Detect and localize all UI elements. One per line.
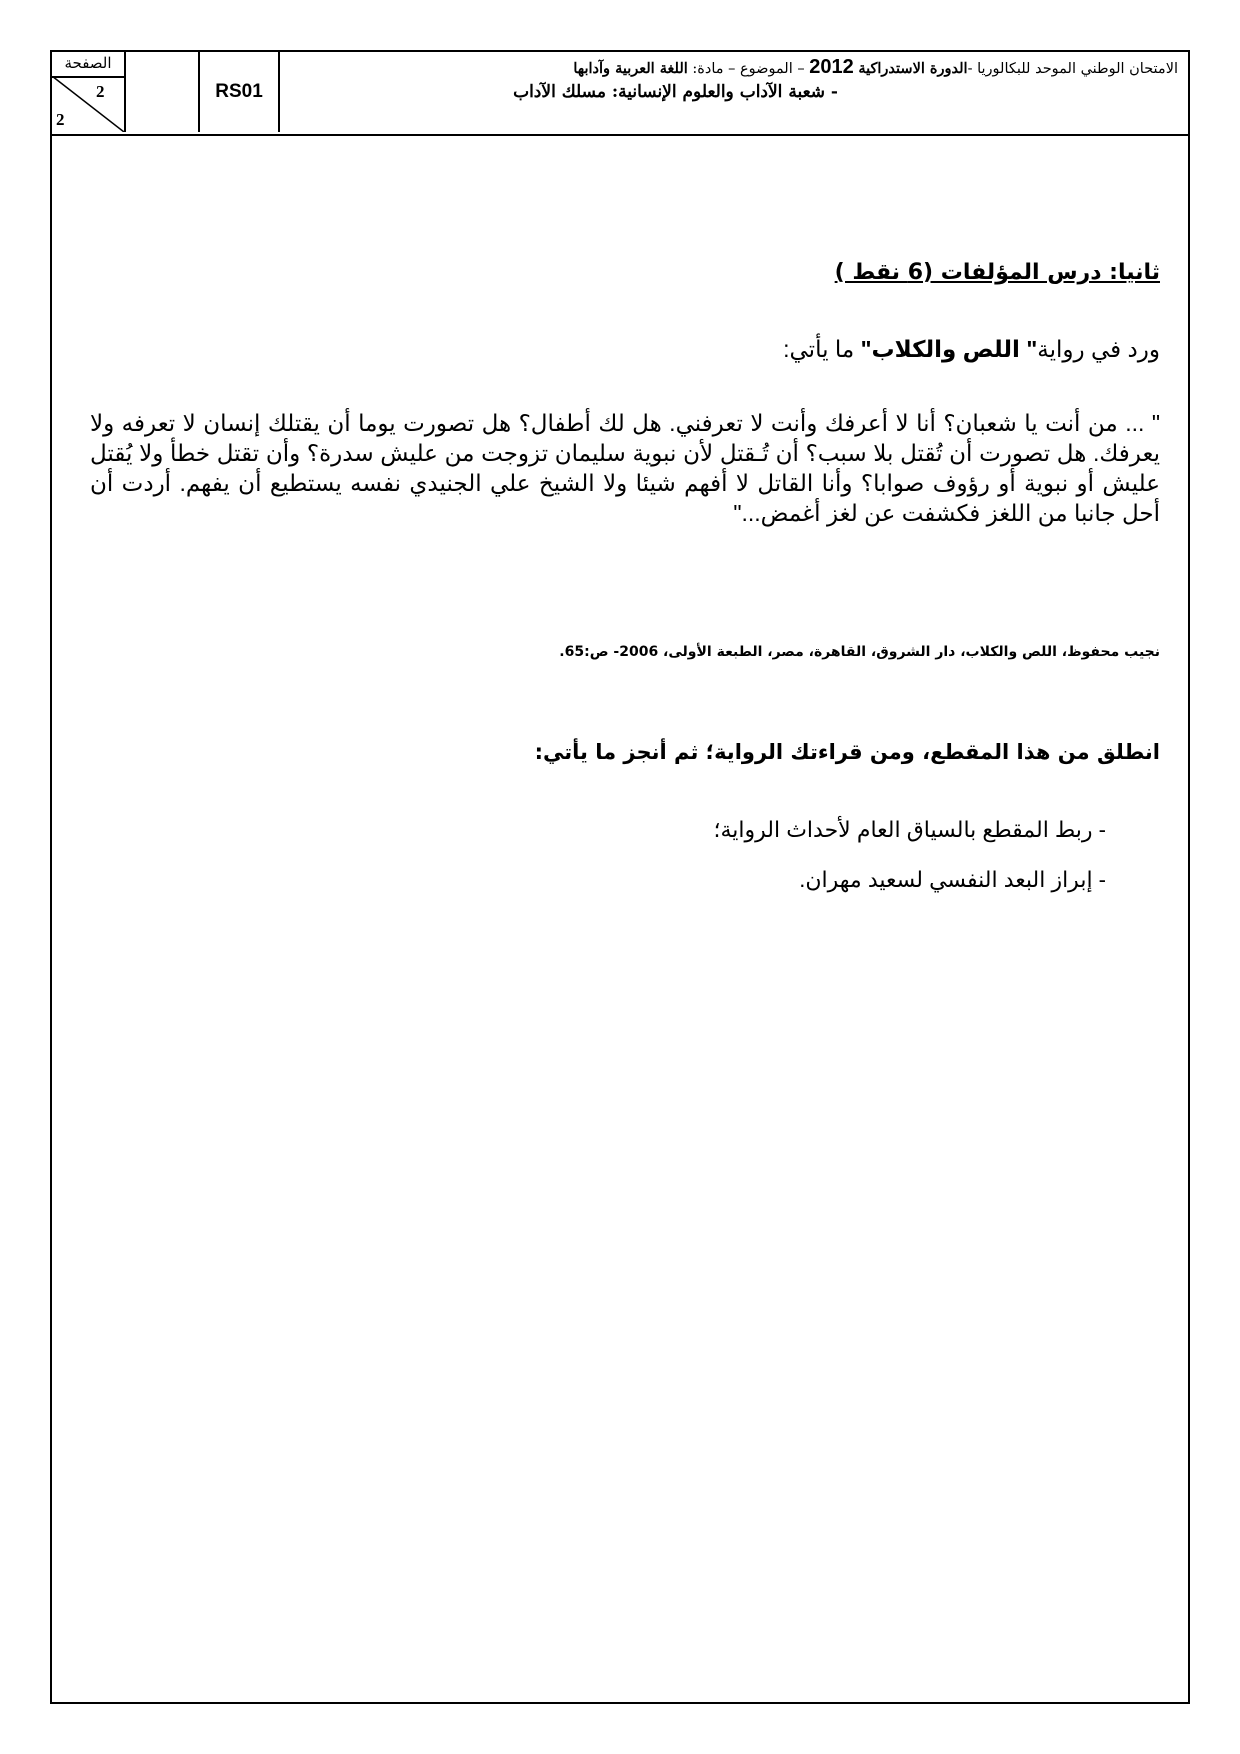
- section-title: ثانيا: درس المؤلفات (6 نقط ): [834, 260, 1160, 285]
- novel-excerpt: [90, 408, 1160, 528]
- header-divider: [50, 134, 1190, 136]
- task-item: - ربط المقطع بالسياق العام لأحداث الرواية؛: [713, 817, 1106, 842]
- exam-subject-label: – الموضوع – مادة:: [692, 61, 805, 77]
- exam-title-line1: [282, 56, 1178, 80]
- exam-year: 2012: [809, 56, 854, 78]
- page-label: الصفحة: [52, 52, 124, 78]
- task-list: [714, 805, 1107, 905]
- exam-code: RS01: [200, 52, 280, 132]
- exam-session: الدورة الاستدراكية: [858, 60, 968, 77]
- page-current: 2: [56, 110, 65, 129]
- header-empty-cell: [126, 52, 200, 132]
- exam-subject: اللغة العربية وآدابها: [573, 60, 688, 77]
- intro-line: [783, 336, 1160, 363]
- page-total: 2: [96, 82, 105, 101]
- exam-title-prefix: الامتحان الوطني الموحد للبكالوريا -: [967, 61, 1178, 77]
- task-item: - إبراز البعد النفسي لسعيد مهران.: [799, 867, 1106, 892]
- exam-title: [282, 56, 1178, 130]
- source-citation: نجيب محفوظ، اللص والكلاب، دار الشروق، القاهرة، مصر، الطبعة الأولى، 2006- ص:65.: [559, 644, 1160, 660]
- intro-after: ما يأتي:: [783, 336, 855, 362]
- task-instruction: انطلق من هذا المقطع، ومن قراءتك الرواية؛ ثم أنجز ما يأتي:: [534, 740, 1160, 764]
- intro-before: ورد في رواية: [1037, 336, 1160, 362]
- exam-header: [50, 50, 1190, 134]
- page-number-box: [52, 52, 126, 132]
- exam-title-line2: - شعبة الآداب والعلوم الإنسانية: مسلك الآداب: [513, 82, 838, 102]
- excerpt-text: " ... من أنت يا شعبان؟ أنا لا أعرفك وأنت لا تعرفني. هل لك أطفال؟ هل تصورت يوما أن يقتلك إنسان لا تعرفه ولا يعرفك. هل تصورت أن تُقتل بلا سبب؟ أن تُـقتل لأن نبوية سليمان تزوجت من عليش سدرة؟ وأن تقتل خطأ ولا يُقتل عليش أو نبوية أو رؤوف صوابا؟ وأنا القاتل لا أفهم شيئا ولا الشيخ علي الجنيدي نفسه يستطيع أن يفهم. أردت أن أحل جانبا من اللغز فكشفت عن لغز أغمض...": [90, 410, 1160, 526]
- novel-title: " اللص والكلاب": [860, 336, 1038, 362]
